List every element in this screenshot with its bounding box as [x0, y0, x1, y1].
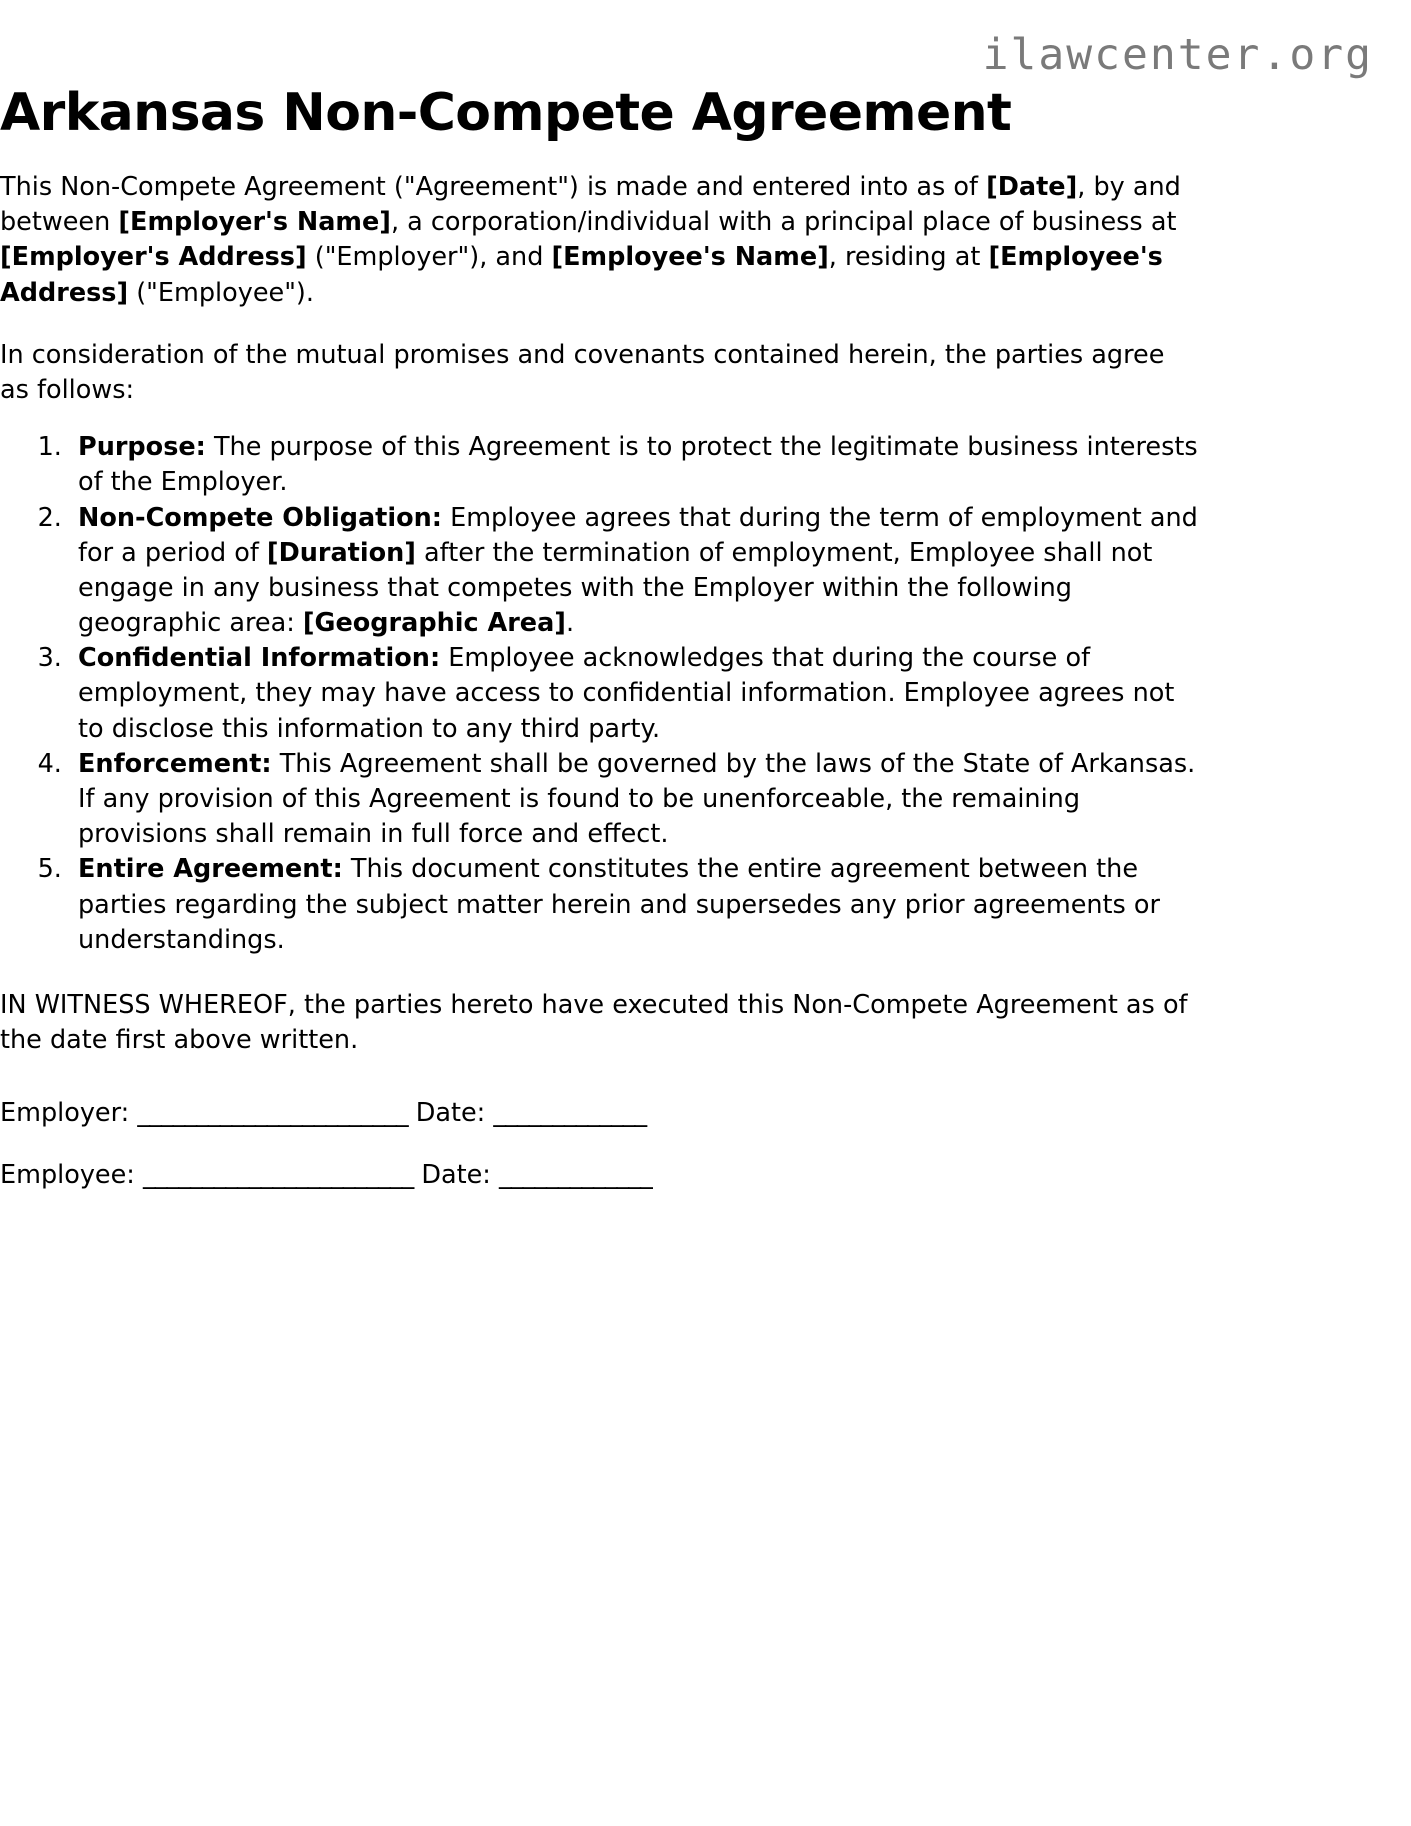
clause-text-before: Employee agrees that during the term of employment and for a period of — [78, 502, 1198, 568]
employee-signature-label: Employee: — [0, 1159, 143, 1190]
clause-item-entire-agreement — [70, 852, 1198, 958]
signature-row-employee — [0, 1158, 1198, 1193]
employee-address-placeholder: [Employee's Address] — [0, 242, 1163, 308]
geographic-area-placeholder: [Geographic Area] — [302, 608, 566, 639]
employee-date-rule[interactable]: _____________ — [499, 1159, 652, 1190]
intro-segment-2: , by and between — [0, 172, 1181, 238]
clause-heading: Non-Compete Obligation: — [78, 502, 442, 533]
witness-paragraph: IN WITNESS WHEREOF, the parties hereto have executed this Non-Compete Agreement as of the date first above written. — [0, 989, 1188, 1056]
clause-list — [0, 430, 1198, 958]
clause-item-non-compete-obligation — [70, 501, 1198, 642]
clause-text-middle: after the termination of employment, Employee shall not engage in any business that competes with the Employer within the following geographic area: — [78, 537, 1153, 639]
clause-heading: Entire Agreement: — [78, 854, 343, 885]
employer-date-label: Date: — [407, 1098, 494, 1129]
intro-segment-6: ("Employee"). — [128, 277, 314, 308]
clause-heading: Purpose: — [78, 432, 206, 463]
consideration-paragraph: In consideration of the mutual promises and covenants contained herein, the parties agree as follows: — [0, 339, 1165, 405]
employee-signature-rule[interactable]: _______________________ — [143, 1159, 414, 1190]
clause-item-enforcement — [70, 747, 1198, 853]
date-placeholder: [Date] — [986, 172, 1078, 202]
clause-text: The purpose of this Agreement is to protect the legitimate business interests of the Employer. — [78, 432, 1198, 498]
clause-text: Employee acknowledges that during the course of employment, they may have access to confidential information. Employee agrees not to disclose this information to any third party. — [78, 643, 1175, 744]
employee-date-label: Date: — [413, 1159, 500, 1190]
employer-date-rule[interactable]: _____________ — [493, 1098, 647, 1129]
employer-signature-rule[interactable]: _______________________ — [137, 1098, 408, 1129]
document-body — [0, 170, 1198, 1219]
clause-text: This Agreement shall be governed by the laws of the State of Arkansas. If any provision of this Agreement is found to be unenforceable, the remaining provisions shall remain in full force and effect. — [78, 748, 1196, 850]
page-title: Arkansas Non-Compete Agreement — [0, 83, 1012, 143]
employer-address-placeholder: [Employer's Address] — [0, 242, 307, 273]
intro-segment-3: , a corporation/individual with a principal place of business at — [390, 207, 1177, 238]
employer-signature-label: Employer: — [0, 1098, 138, 1129]
intro-segment-4: ("Employer"), and — [306, 242, 552, 273]
employee-name-placeholder: [Employee's Name] — [551, 242, 829, 273]
site-watermark: ilawcenter.org — [982, 30, 1373, 80]
duration-placeholder: [Duration] — [266, 537, 416, 568]
employer-name-placeholder: [Employer's Name] — [118, 207, 391, 238]
intro-paragraph — [0, 170, 1198, 311]
clause-heading: Confidential Information: — [78, 643, 441, 674]
intro-segment-5: , residing at — [828, 242, 989, 273]
clause-text-after: . — [565, 608, 575, 639]
clause-item-confidential-information — [70, 641, 1198, 747]
signature-block — [0, 1096, 1198, 1192]
intro-segment-1: This Non-Compete Agreement ("Agreement") is made and entered into as of — [0, 172, 987, 202]
clause-text: This document constitutes the entire agreement between the parties regarding the subject matter herein and supersedes any prior agreements or understandings. — [78, 854, 1161, 955]
clause-item-purpose — [70, 430, 1198, 500]
signature-row-employer — [0, 1096, 1198, 1131]
clause-heading: Enforcement: — [78, 748, 272, 779]
